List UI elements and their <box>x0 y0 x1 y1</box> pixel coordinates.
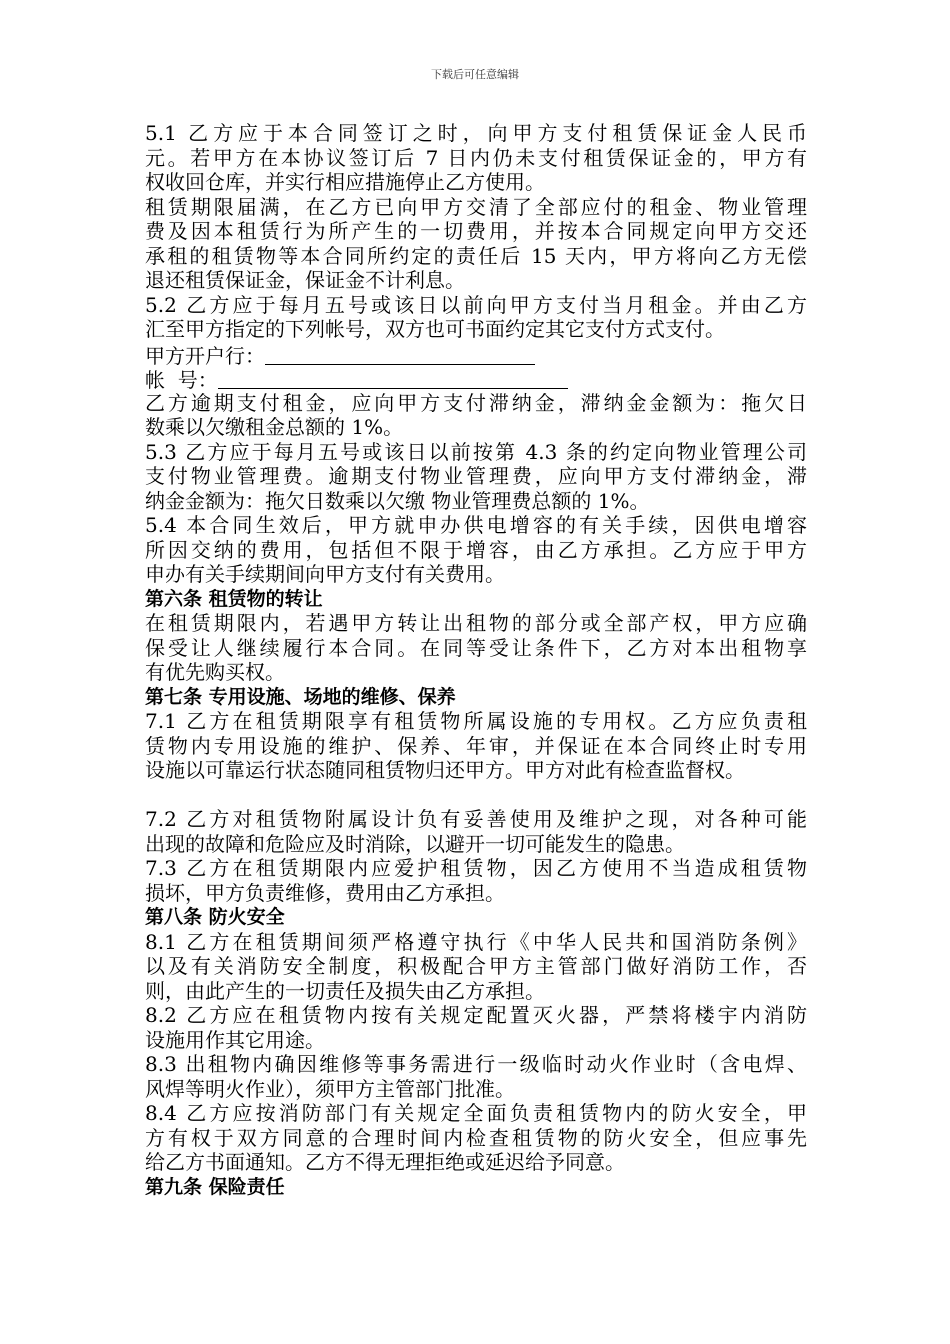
text-line: 费及因本租赁行为所产生的一切费用，并按本合同规定向甲方交还 <box>145 219 807 243</box>
text-line: 5.4 本合同生效后，甲方就申办供电增容的有关手续，因供电增容 <box>145 513 807 537</box>
article-6-heading: 第六条 租赁物的转让 <box>145 587 323 610</box>
clause-7-3 <box>145 856 835 905</box>
clause-8-2 <box>145 1003 835 1052</box>
contract-body <box>145 121 835 1199</box>
text-line: 数乘以欠缴租金总额的 1%。 <box>145 415 404 439</box>
text-line: 损坏，甲方负责维修，费用由乙方承担。 <box>145 880 505 905</box>
article-7-heading: 第七条 专用设施、场地的维修、保养 <box>145 685 456 708</box>
clause-5-3 <box>145 440 835 514</box>
account-blank <box>218 368 568 389</box>
late-payment-paragraph <box>145 391 835 440</box>
blank-line <box>145 783 835 808</box>
text-line: 权收回仓库，并实行相应措施停止乙方使用。 <box>145 170 545 194</box>
clause-5-2 <box>145 293 835 342</box>
text-line: 5.3 乙方应于每月五号或该日以前按第 4.3 条的约定向物业管理公司 <box>145 439 807 464</box>
text-line: 支付物业管理费。逾期支付物业管理费，应向甲方支付滞纳金，滞 <box>145 464 807 488</box>
text-line: 退还租赁保证金，保证金不计利息。 <box>145 268 465 292</box>
text-line: 保受让人继续履行本合同。在同等受让条件下，乙方对本出租物享 <box>145 635 807 660</box>
text-line: 赁物内专用设施的维护、保养、年审，并保证在本合同终止时专用 <box>145 733 807 758</box>
bank-field-row <box>145 342 835 367</box>
clause-5-1 <box>145 121 835 195</box>
clause-8-1 <box>145 930 835 1004</box>
text-line: 汇至甲方指定的下列帐号，双方也可书面约定其它支付方式支付。 <box>145 317 725 341</box>
text-line: 5.2 乙方应于每月五号或该日以前向甲方支付当月租金。并由乙方 <box>145 292 807 317</box>
text-line: 承租的租赁物等本合同所约定的责任后 15 天内，甲方将向乙方无偿 <box>145 243 807 268</box>
page-header: 下载后可任意编辑 <box>431 68 519 81</box>
text-line: 设施用作其它用途。 <box>145 1027 325 1052</box>
text-line: 7.3 乙方在租赁期限内应爱护租赁物，因乙方使用不当造成租赁物 <box>145 856 807 880</box>
deposit-refund-paragraph <box>145 195 835 293</box>
clause-8-3 <box>145 1052 835 1101</box>
text-line: 风焊等明火作业），须甲方主管部门批准。 <box>145 1076 515 1101</box>
text-line: 5.1 乙方应于本合同签订之时，向甲方支付租赁保证金人民币 <box>145 121 807 145</box>
clause-7-1 <box>145 709 835 783</box>
clause-7-2 <box>145 807 835 856</box>
account-label: 帐 号： <box>145 368 218 392</box>
clause-8-4 <box>145 1101 835 1175</box>
article-9-heading: 第九条 保险责任 <box>145 1175 285 1198</box>
text-line: 给乙方书面通知。乙方不得无理拒绝或延迟给予同意。 <box>145 1150 625 1174</box>
bank-label: 甲方开户行： <box>145 343 265 368</box>
text-line: 7.2 乙方对租赁物附属设计负有妥善使用及维护之现，对各种可能 <box>145 807 807 831</box>
bank-blank <box>265 344 535 365</box>
article-6-body <box>145 611 835 685</box>
text-line: 以及有关消防安全制度，积极配合甲方主管部门做好消防工作，否 <box>145 954 807 978</box>
text-line: 8.3 出租物内确因维修等事务需进行一级临时动火作业时（含电焊、 <box>145 1052 807 1076</box>
text-line: 则，由此产生的一切责任及损失由乙方承担。 <box>145 978 545 1003</box>
text-line: 申办有关手续期间向甲方支付有关费用。 <box>145 562 505 586</box>
text-line: 7.1 乙方在租赁期限享有租赁物所属设施的专用权。乙方应负责租 <box>145 709 807 733</box>
text-line: 元。若甲方在本协议签订后 7 日内仍未支付租赁保证金的，甲方有 <box>145 145 807 170</box>
clause-5-4 <box>145 513 835 587</box>
article-8-heading: 第八条 防火安全 <box>145 906 285 928</box>
text-line: 乙方逾期支付租金，应向甲方支付滞纳金，滞纳金金额为：拖欠日 <box>145 390 807 415</box>
text-line: 租赁期限届满，在乙方已向甲方交清了全部应付的租金、物业管理 <box>145 194 807 219</box>
text-line: 纳金金额为：拖欠日数乘以欠缴 物业管理费总额的 1%。 <box>145 488 650 513</box>
text-line: 方有权于双方同意的合理时间内检查租赁物的防火安全，但应事先 <box>145 1125 807 1150</box>
text-line: 8.1 乙方在租赁期间须严格遵守执行《中华人民共和国消防条例》 <box>145 929 807 954</box>
text-line: 出现的故障和危险应及时消除，以避开一切可能发生的隐患。 <box>145 831 685 856</box>
text-line: 8.2 乙方应在租赁物内按有关规定配置灭火器，严禁将楼宇内消防 <box>145 1003 807 1027</box>
text-line: 有优先购买权。 <box>145 660 285 684</box>
text-line: 在租赁期限内，若遇甲方转让出租物的部分或全部产权，甲方应确 <box>145 611 807 635</box>
text-line: 所因交纳的费用，包括但不限于增容，由乙方承担。乙方应于甲方 <box>145 537 807 562</box>
text-line: 8.4 乙方应按消防部门有关规定全面负责租赁物内的防火安全，甲 <box>145 1101 807 1125</box>
account-field-row <box>145 366 835 391</box>
text-line: 设施以可靠运行状态随同租赁物归还甲方。甲方对此有检查监督权。 <box>145 758 745 782</box>
